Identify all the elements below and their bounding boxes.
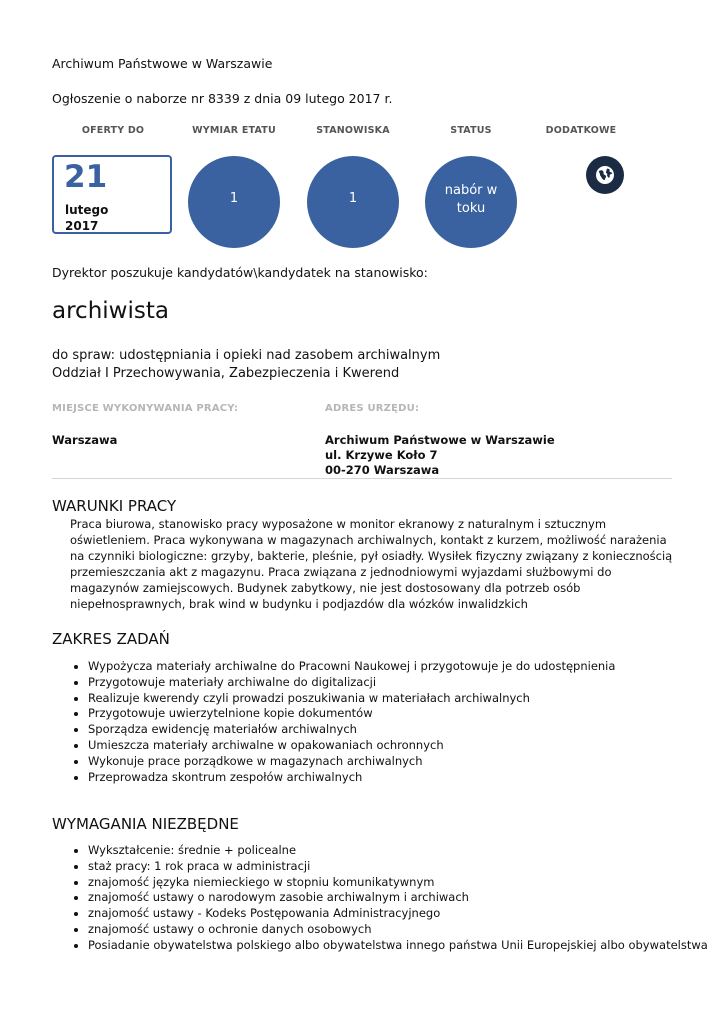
positions-circle [307,156,399,248]
status-label: STATUS [450,125,492,136]
office-address-line3: 00-270 Warszawa [325,463,440,477]
list-item: • znajomość ustawy o ochronie danych osobowych [88,922,688,938]
requirements-heading: WYMAGANIA NIEZBĘDNE [52,815,239,833]
position-title: archiwista [52,298,169,324]
list-item: • znajomość ustawy o narodowym zasobie archiwalnym i archiwach [88,890,688,906]
deadline-day: 21 [64,159,108,195]
list-item: • Przygotowuje materiały archiwalne do digitalizacji [88,675,615,691]
list-item: • Przeprowadza skontrum zespołów archiwalnych [88,770,615,786]
list-item: • Wykonuje prace porządkowe w magazynach archiwalnych [88,754,615,770]
director-text: Dyrektor poszukuje kandydatów\kandydatek na stanowisko: [52,265,428,280]
list-item: • Sporządza ewidencję materiałów archiwalnych [88,722,615,738]
status-value: nabór w toku [444,183,498,216]
list-item: • znajomość języka niemieckiego w stopniu komunikatywnym [88,875,688,891]
status-circle [425,156,517,248]
work-conditions-text: Praca biurowa, stanowisko pracy wyposażone w monitor ekranowy z naturalnym i sztucznym oświetleniem. Praca wykonywana w magazynach archiwalnych, kontakt z kurzem, możliwość narażenia na czynniki biologiczne: grzyby, bakterie, pleśnie, pył osiadły. Wysiłek fizyczny związany z koniecznością przemieszczania akt z magazynu. Praca związana z jednodniowymi wyjazdami służbowymi do magazynów zamiejscowych. Budynek zabytkowy, nie jest dostosowany dla potrzeb osób niepełnosprawnych, brak wind w budynku i podjazdów dla wózków inwalidzkich [70,517,673,611]
list-item: • Wypożycza materiały archiwalne do Pracowni Naukowej i przygotowuje je do udostępnienia [88,659,615,675]
duties-heading: ZAKRES ZADAŃ [52,630,170,648]
deadline-year: 2017 [65,219,99,233]
deadline-date-box [52,155,172,234]
job-size-circle [188,156,280,248]
globe-icon-svg [593,163,617,187]
list-item: • Wykształcenie: średnie + policealne [88,843,688,859]
list-item: • znajomość ustawy - Kodeks Postępowania Administracyjnego [88,906,688,922]
list-item: • Przygotowuje uwierzytelnione kopie dokumentów [88,706,615,722]
deadline-month-year [65,202,108,234]
institution-name: Archiwum Państwowe w Warszawie [52,56,273,71]
work-conditions-heading: WARUNKI PRACY [52,497,177,515]
position-subtitle-2: Oddział I Przechowywania, Zabezpieczenia i Kwerend [52,366,400,381]
office-address [325,433,555,478]
job-size-value: 1 [229,190,239,206]
extra-label: DODATKOWE [545,125,617,136]
office-address-label: ADRES URZĘDU: [325,403,420,414]
divider [52,478,672,479]
list-item: • Posiadanie obywatelstwa polskiego albo obywatelstwa innego państwa Unii Europejskiej albo obywatelstwa [88,938,688,954]
deadline-month: lutego [65,203,109,217]
office-address-line2: ul. Krzywe Koło 7 [325,448,438,462]
list-item: • Realizuje kwerendy czyli prowadzi poszukiwania w materiałach archiwalnych [88,691,615,707]
positions-value: 1 [348,190,358,206]
announcement-title: Ogłoszenie o naborze nr 8339 z dnia 09 lutego 2017 r. [52,91,393,106]
positions-label: STANOWISKA [316,125,390,136]
job-size-label: WYMIAR ETATU [192,125,276,136]
office-address-line1: Archiwum Państwowe w Warszawie [325,433,555,447]
workplace-value: Warszawa [52,433,118,447]
offers-until-label: OFERTY DO [81,125,145,136]
position-subtitle-1: do spraw: udostępniania i opieki nad zasobem archiwalnym [52,348,441,363]
list-item: • Umieszcza materiały archiwalne w opakowaniach ochronnych [88,738,615,754]
duties-list [70,659,615,785]
globe-icon[interactable] [586,156,624,194]
requirements-list [70,843,708,954]
workplace-label: MIEJSCE WYKONYWANIA PRACY: [52,403,239,414]
list-item: • staż pracy: 1 rok praca w administracji [88,859,688,875]
